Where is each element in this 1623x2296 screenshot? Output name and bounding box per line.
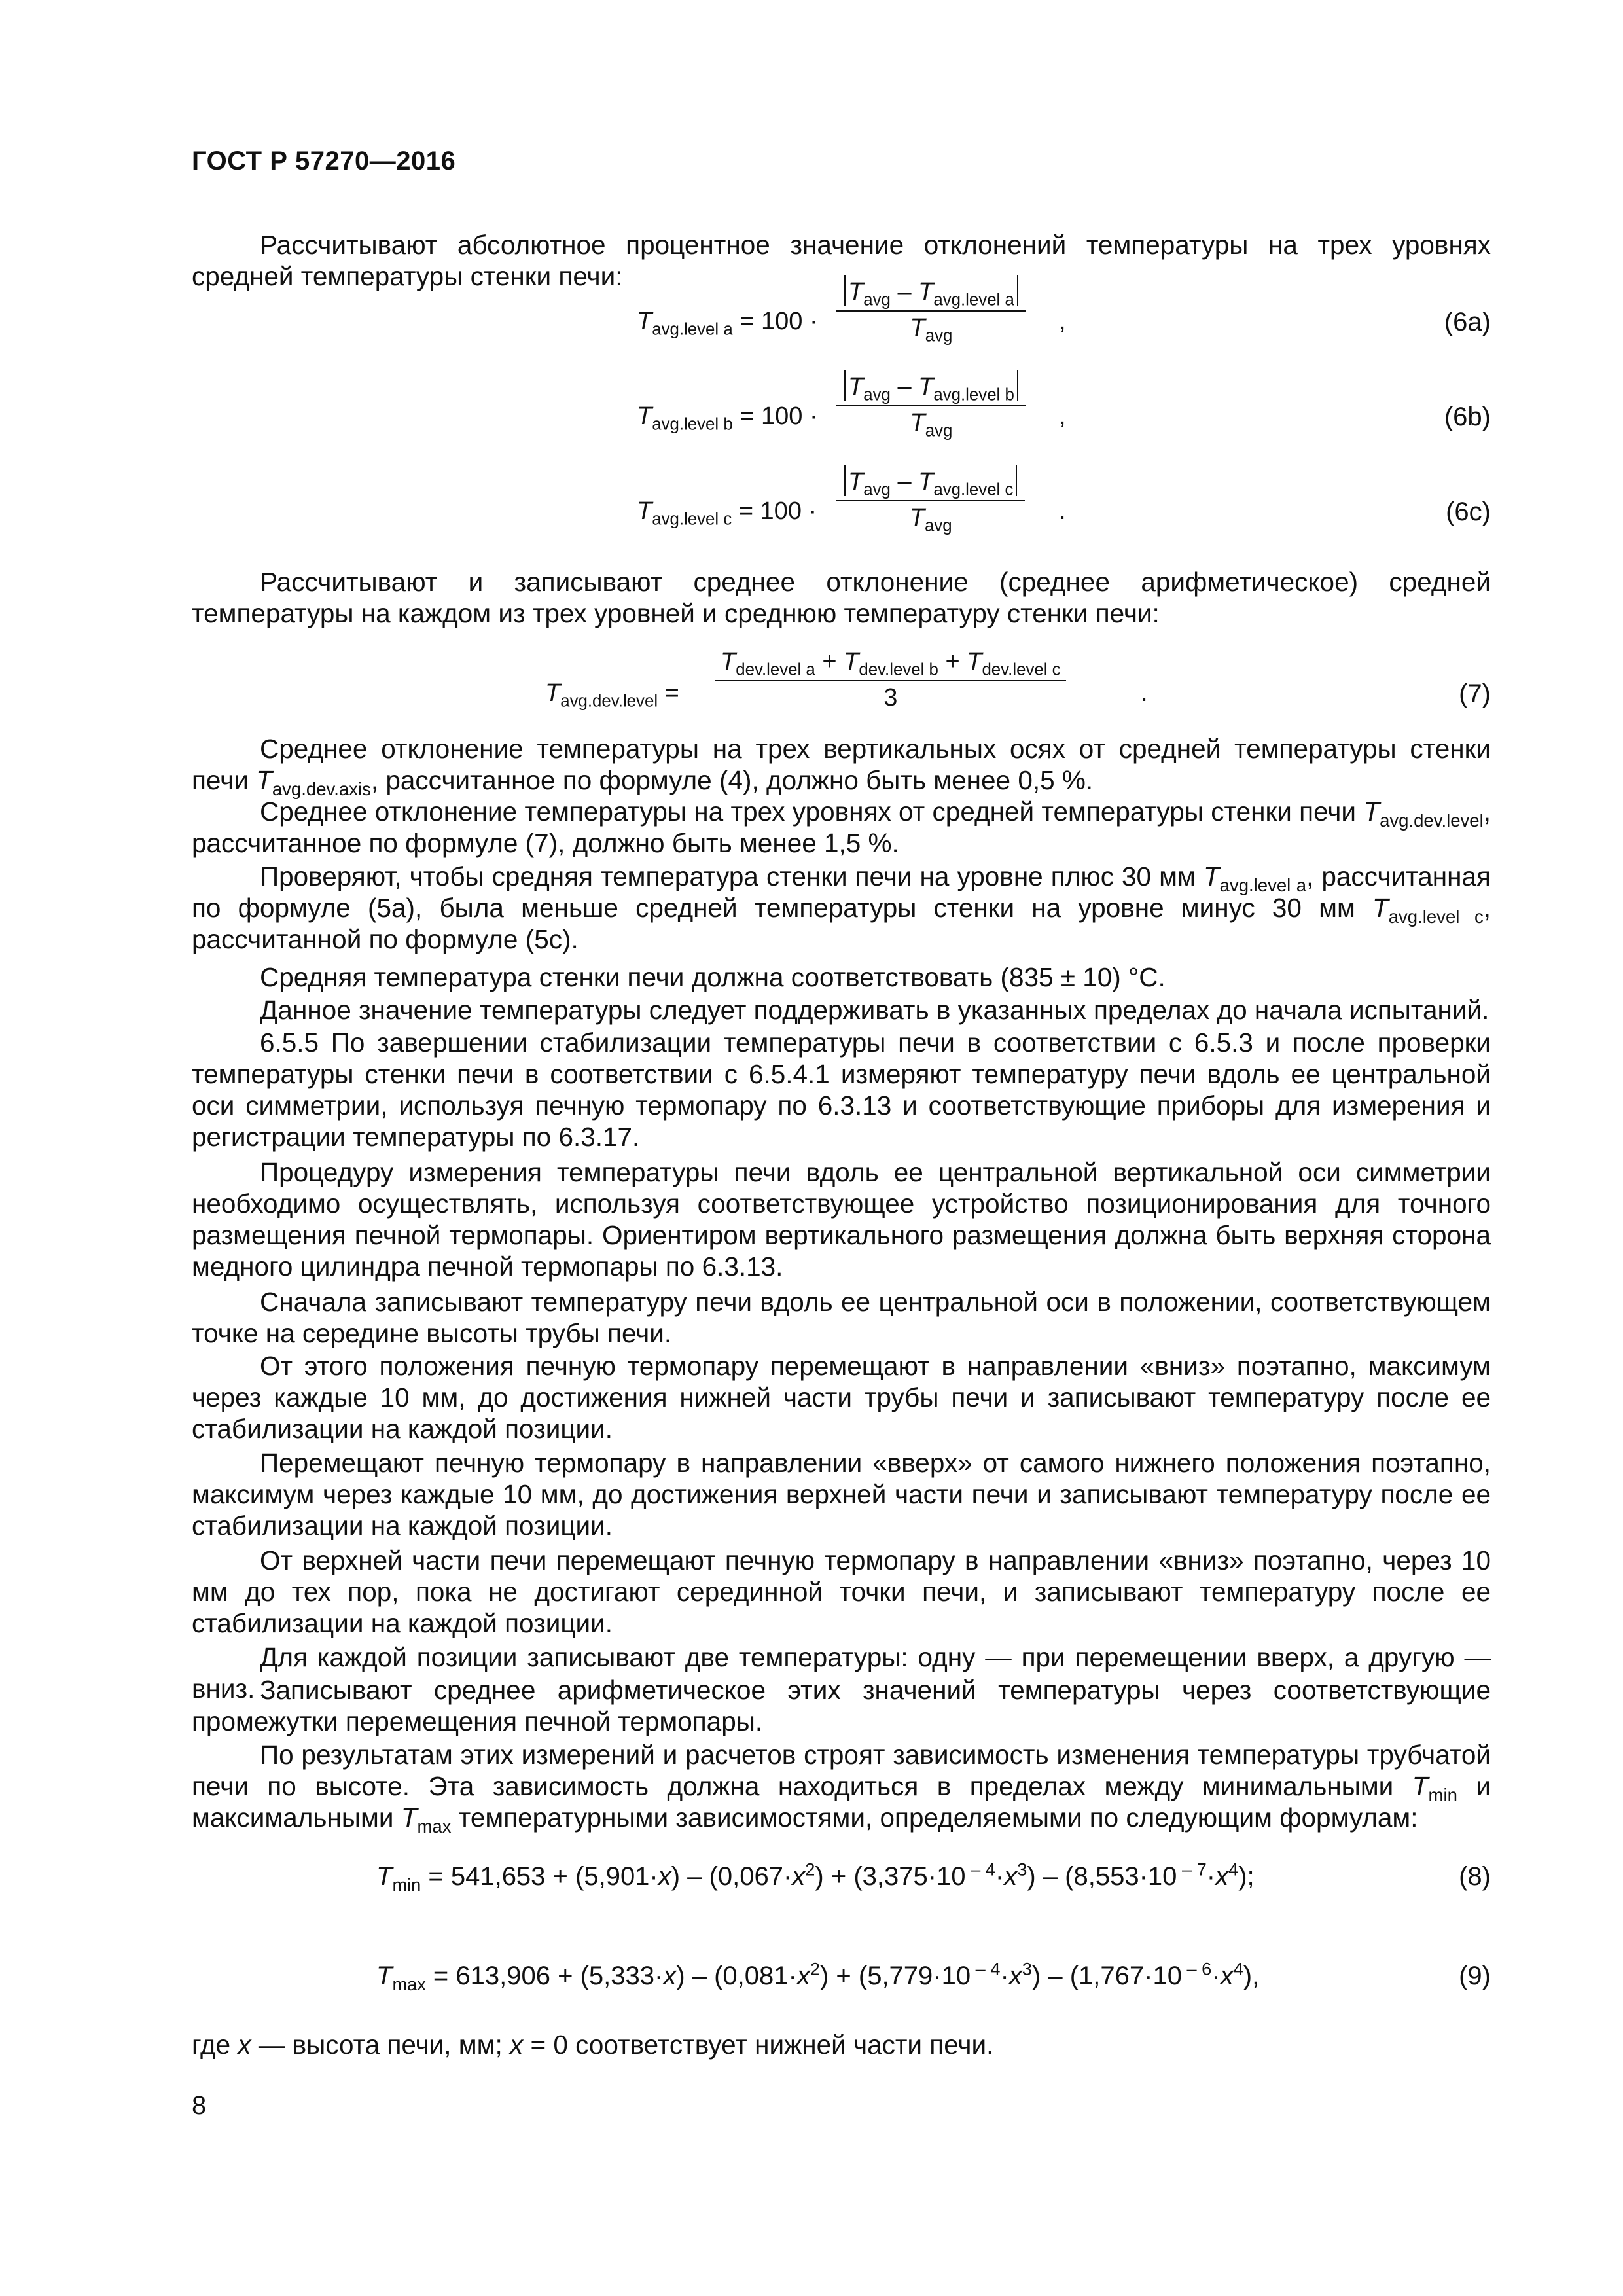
paragraph-move-down: От этого положения печную термопару перемещают в направлении «вниз» поэтапно, максимум через каждые 10 мм, до достижения нижней части трубы печи и записывают температуру после ее стабилизации на каждой позиции. [192,1351,1491,1444]
eq6a-punct: , [1059,308,1066,335]
eq7-punct: . [1141,679,1148,707]
paragraph-where: где x — высота печи, мм; x = 0 соответствует нижней части печи. [192,2030,994,2060]
eq6b-lhs: $T_{avg.level b} = 100$ · [637,403,818,434]
paragraph-first-record: Сначала записывают температуру печи вдоль ее центральной оси в положении, соответствующем точке на середине высоты трубы печи. [192,1287,1491,1348]
eq6a-number: (6a) [1444,308,1491,336]
paragraph-two-temps: Для каждой позиции записывают две температуры: одну — при перемещении вверх, а другую — вниз. [192,1642,1491,1704]
equation-6a [192,275,1491,367]
eq8-number: (8) [1459,1862,1491,1891]
eq9-number: (9) [1459,1962,1491,1990]
paragraph-average: Записывают среднее арифметическое этих значений температуры через соответствующие промежутки перемещения печной термопары. [192,1675,1491,1736]
paragraph-dev-axis: Среднее отклонение температуры на трех вертикальных осях от средней температуры стенки печи $T_{avg.dev.axis}$, рассчитанное по формуле (4), должно быть менее 0,5 %. [192,734,1491,800]
equation-9 [192,1958,1491,2001]
eq7-fraction: $T_{dev.level a} + T_{dev.level b} + T_{dev.level c}$ 3 [715,648,1066,712]
equation-8 [192,1859,1491,1901]
eq9-expression: $T_{max} = 613,906 + (5,333\cdot x) - (0,081\cdot x^2) + (5,779\cdot 10$ $^{- 4}\cdot x^3) - (1,767\cdot 10$ $^{- 6}\cdot x^4$), [376,1958,1260,1994]
equation-7 [192,648,1491,740]
paragraph-maintain: Данное значение температуры следует поддерживать в указанных пределах до начала испытаний. [260,995,1489,1025]
eq7-number: (7) [1459,679,1491,708]
eq8-expression: $T_{min} = 541,653 + (5,901\cdot x) - (0,067\cdot x^2) + (3,375\cdot 10$ $^{- 4}\cdot x^3) - (8,553\cdot 10$ $^{- 7}\cdot x^4$); [376,1859,1255,1895]
paragraph-level-check: Проверяют, чтобы средняя температура стенки печи на уровне плюс 30 мм $T_{avg.level a}$, рассчитанная по формуле (5а), была меньше средней температуры стенки на уровне минус 30 мм $T_{avg.level c}$, рассчитанной по формуле (5с). [192,861,1491,954]
paragraph-wall-temp: Средняя температура стенки печи должна соответствовать (835 ± 10) °С. [260,962,1166,992]
eq6a-fraction: $T_{avg} - T_{avg.level a}$ $T_{avg}$ [836,275,1026,342]
paragraph-move-up: Перемещают печную термопару в направлении «вверх» от самого нижнего положения поэтапно, максимум через каждые 10 мм, до достижения верхней части печи и записывают температуру после ее стабилизации на каждой позиции. [192,1448,1491,1541]
eq6a-lhs: $T_{avg.level a} = 100$ · [637,308,818,339]
eq6c-number: (6c) [1446,497,1491,526]
eq7-lhs: $T_{avg.dev.level}$ = [545,679,679,711]
eq6c-lhs: $T_{avg.level c} = 100$ · [637,497,817,529]
paragraph-top-down: От верхней части печи перемещают печную термопару в направлении «вниз» поэтапно, через 10 мм до тех пор, пока не достигают серединной точки печи, и записывают температуру после ее стабилизации на каждой позиции. [192,1545,1491,1638]
eq6c-punct: . [1059,497,1066,525]
intro-6-paragraph: Рассчитывают абсолютное процентное значение отклонений температуры на трех уровнях средней температуры стенки печи: [192,230,1491,291]
intro-7-paragraph: Рассчитывают и записывают среднее отклонение (среднее арифметическое) средней температуры на каждом из трех уровней и среднюю температуру стенки печи: [192,567,1491,628]
paragraph-results: По результатам этих измерений и расчетов строят зависимость изменения температуры трубчатой печи по высоте. Эта зависимость должна находиться в пределах между минимальными $T_{min}$ и максимальными $T_{max}$ температурными зависимостями, определяемыми по следующим формулам: [192,1740,1491,1837]
page-number: 8 [192,2091,207,2120]
eq6c-fraction: $T_{avg} - T_{avg.level c}$ $T_{avg}$ [836,465,1025,532]
eq6b-fraction: $T_{avg} - T_{avg.level b}$ $T_{avg}$ [836,370,1026,437]
paragraph-procedure: Процедуру измерения температуры печи вдоль ее центральной вертикальной оси симметрии необходимо осуществлять, используя соответствующее устройство позиционирования для точного размещения печной термопары. Ориентиром вертикального размещения должна быть верхняя сторона медного цилиндра печной термопары по 6.3.13. [192,1157,1491,1282]
eq6b-number: (6b) [1444,403,1491,431]
equation-6c [192,465,1491,556]
paragraph-6-5-5: 6.5.5 По завершении стабилизации температуры печи в соответствии с 6.5.3 и после проверки температуры стенки печи в соответствии с 6.5.4.1 измеряют температуру печи вдоль ее центральной оси симметрии, используя печную термопару по 6.3.13 и соответствующие приборы для измерения и регистрации температуры по 6.3.17. [192,1028,1491,1152]
standard-header: ГОСТ Р 57270—2016 [192,147,456,175]
paragraph-dev-level: Среднее отклонение температуры на трех уровнях от средней температуры стенки печи $T_{avg.dev.level}$, рассчитанное по формуле (7), должно быть менее 1,5 %. [192,797,1491,858]
equation-6b [192,370,1491,461]
eq6b-punct: , [1059,403,1066,430]
